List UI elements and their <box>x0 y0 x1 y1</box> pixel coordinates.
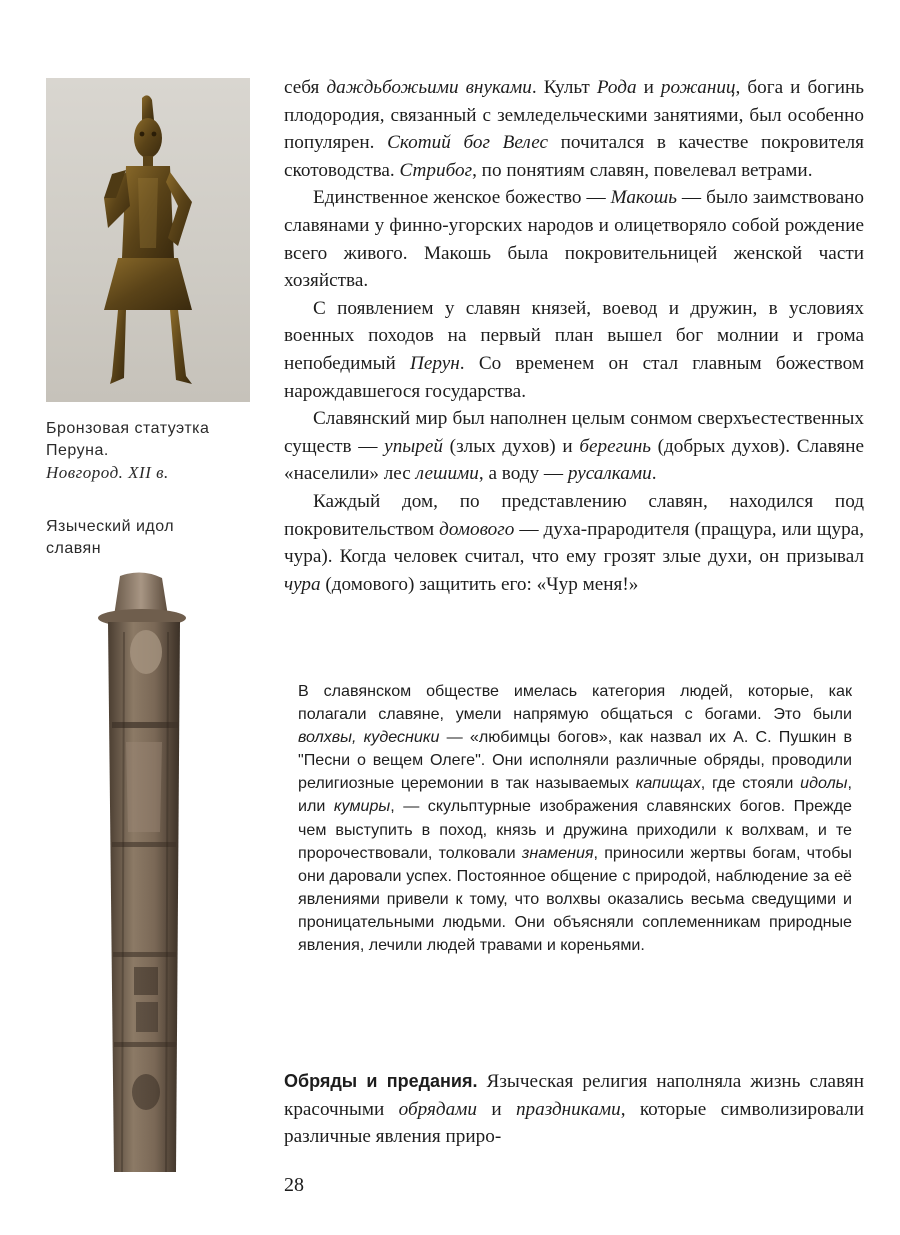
section-heading: Обряды и предания. <box>284 1071 478 1091</box>
text-span: (домового) защитить его: «Чур меня!» <box>320 573 639 595</box>
term-kapishcha: капищах <box>635 774 701 793</box>
term-prazdniki: праздниками <box>515 1098 621 1120</box>
text-span: — было заимствовано славянами у финно-угорских народов и олицетворяло собой рождение всего живого. Макошь была покровительницей женской части хозяйства. <box>284 187 864 292</box>
text-span: Языческая религия наполняла жизнь славян красочными <box>284 1071 864 1120</box>
paragraph-spirits <box>284 405 864 488</box>
term-dazhdbog-grandsons: даждьбожьими внуками <box>326 77 532 98</box>
pagan-idol-photo <box>84 572 204 1172</box>
idol-caption-line2: славян <box>46 540 102 557</box>
volkhvy-excursus <box>298 680 852 957</box>
page-number: 28 <box>284 1174 304 1196</box>
text-span: В славянском обществе имелась категория людей, которые, как полагали славяне, умели напрямую общаться с богами. Это были <box>298 682 852 724</box>
term-beregini: берегинь <box>579 435 651 457</box>
term-domovoy: домового <box>439 518 515 540</box>
paragraph-domovoy <box>284 488 864 598</box>
text-span: . Со временем он стал главным божеством нарождавшегося государства. <box>284 352 864 402</box>
term-leshie: лешими <box>415 463 479 485</box>
statuette-caption-line3: Новгород. XII в. <box>46 463 169 482</box>
statuette-caption <box>46 418 256 484</box>
text-span: , приносили жертвы богам, чтобы они даровали успех. Постоянное общение с природой, наблюдение за её явлениями привели к тому, что волхвы оказались весьма сведущими и проницательными людьми. Они объясняли соплеменникам природные явления, лечили людей травами и кореньями. <box>298 843 852 955</box>
term-makosh: Макошь <box>610 187 677 209</box>
text-span: и <box>477 1098 516 1120</box>
text-span: , или <box>298 774 852 816</box>
text-span: Каждый дом, по представлению славян, находился под покровительством <box>284 490 864 540</box>
text-span: С появлением у славян князей, воевод и дружин, в условиях военных походов на первый план вышел бог молнии и грома непобедимый <box>284 297 864 374</box>
bronze-statuette-photo <box>46 78 250 402</box>
text-span: , которые символизировали различные явления приро- <box>284 1098 864 1148</box>
text-span: , а воду — <box>478 463 568 485</box>
term-znameniya: знамения <box>521 843 594 862</box>
term-chur: чура <box>284 573 321 595</box>
text-span: — духа-прародителя (пращура, или щура, чура). Когда человек считал, что ему грозят злые духи, он призывал <box>284 518 864 568</box>
text-span: Единственное женское божество — <box>313 187 611 209</box>
perun-statuette-figure <box>46 78 250 402</box>
term-rusalki: русалками <box>567 463 652 485</box>
text-span: — «любимцы богов», как назвал их А. С. Пушкин в "Песни о вещем Олеге". Они исполняли различные обряды, проводили религиозные церемонии в так называемых <box>298 728 852 793</box>
text-span: и <box>636 77 661 98</box>
term-kumiry: кумиры <box>333 797 391 816</box>
text-span: , — скульптурные изображения славянских богов. Прежде чем выступить в поход, князь и дружина приходили к волхвам, и те пророчествовали, толковали <box>298 797 852 862</box>
main-text-column <box>284 74 864 598</box>
idol-caption <box>46 516 256 560</box>
text-span: почитался в качестве покровителя скотоводства. <box>284 132 864 181</box>
term-idoly: идолы <box>800 774 848 793</box>
term-veles: Скотий бог Велес <box>387 132 548 154</box>
idol-caption-line1: Языческий идол <box>46 518 175 535</box>
statuette-caption-line1: Бронзовая статуэтка <box>46 420 210 437</box>
term-volkhvy: волхвы, кудесники <box>298 728 440 747</box>
text-span: , где стояли <box>700 774 801 793</box>
text-span: Славянский мир был наполнен целым сонмом сверхъестественных существ — <box>284 408 864 457</box>
term-stribog: Стрибог <box>399 159 473 181</box>
term-perun: Перун <box>410 352 460 374</box>
term-upyri: упырей <box>384 435 443 457</box>
excursus-paragraph <box>298 680 852 957</box>
text-span: . <box>651 463 657 485</box>
text-span: (злых духов) и <box>442 435 580 457</box>
text-span: , по понятиям славян, повелевал ветрами. <box>472 159 813 181</box>
text-span: , бога и богинь плодородия, связанный с земледельческими занятиями, был особенно популярен. <box>284 77 864 154</box>
term-rozhanitsy: рожаниц <box>660 77 736 98</box>
term-obryady: обрядами <box>398 1098 477 1120</box>
section-rites-legends <box>284 1068 864 1151</box>
paragraph-rod-veles <box>284 74 864 184</box>
term-rod: Рода <box>596 77 637 98</box>
text-span: себя <box>284 77 327 98</box>
text-span: (добрых духов). Славяне «населили» лес <box>284 435 864 485</box>
paragraph-perun <box>284 295 864 405</box>
statuette-caption-line2: Перуна. <box>46 442 109 459</box>
section-paragraph <box>284 1068 864 1151</box>
paragraph-makosh <box>284 184 864 294</box>
text-span: . Культ <box>531 77 597 98</box>
